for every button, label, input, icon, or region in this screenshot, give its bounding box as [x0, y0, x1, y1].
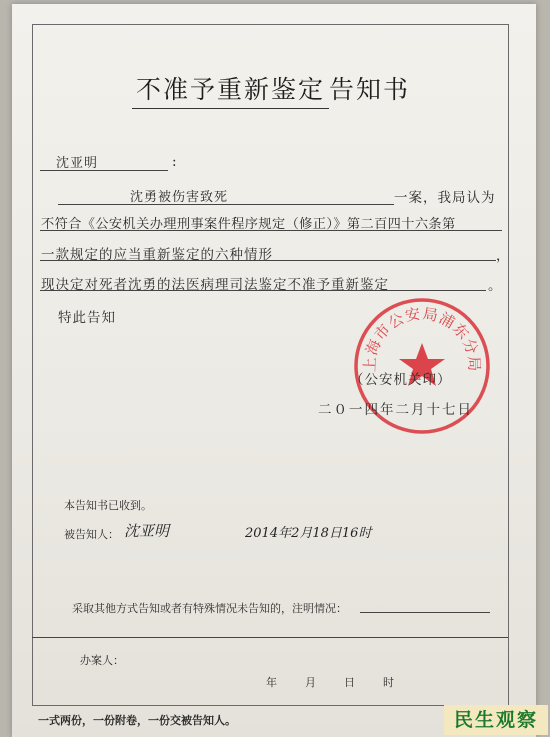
other-method-note: 采取其他方式告知或者有特殊情况未告知的，注明情况：	[72, 602, 347, 615]
case-name: 沈勇被伤害致死	[130, 190, 229, 205]
recipient-colon: :	[172, 154, 178, 170]
handler-label: 办案人：	[80, 654, 124, 667]
paragraph-line3-end: ，	[496, 248, 511, 264]
watermark-logo: 民生观察	[444, 705, 548, 735]
recipient-name: 沈亚明	[56, 156, 99, 171]
paragraph-line4-underline	[40, 290, 486, 291]
paragraph-line4-end: 。	[488, 278, 503, 294]
paragraph-line2: 不符合《公安机关办理刑事案件程序规定（修正）》第二百四十六条第	[41, 217, 456, 232]
paragraph-line2-underline	[40, 230, 502, 231]
case-name-underline	[58, 204, 394, 205]
recipient-underline	[40, 170, 168, 171]
paragraph-line1-tail: 一案，我局认为	[394, 190, 496, 206]
copies-note: 一式两份，一份附卷，一份交被告知人。	[38, 714, 236, 727]
notified-person-signature: 沈亚明	[124, 522, 170, 540]
issuer-seal-label: （公安机关印）	[350, 372, 452, 388]
issuer-date: 二０一四年二月十七日	[318, 402, 473, 418]
seal-text: 上海市公安局浦东分局	[360, 304, 484, 373]
title-filled-blank: 不准予重新鉴定	[132, 70, 329, 109]
document-title	[132, 70, 410, 109]
document-page	[12, 4, 536, 737]
section-divider	[32, 637, 508, 638]
notified-person-label: 被告知人：	[64, 528, 119, 541]
paragraph-line3: 一款规定的应当重新鉴定的六种情形	[41, 247, 273, 263]
other-method-underline	[360, 612, 490, 613]
paragraph-line3-underline	[40, 260, 496, 261]
paragraph-line4: 现决定对死者沈勇的法医病理司法鉴定不准予重新鉴定	[41, 277, 389, 293]
receipt-statement: 本告知书已收到。	[64, 499, 152, 512]
title-suffix: 告知书	[329, 75, 411, 104]
receipt-handwritten-date: 2014年2月18日16时	[245, 526, 372, 541]
closing-text: 特此告知	[58, 310, 116, 326]
handler-date-fields: 年 月 日 时	[266, 676, 396, 689]
